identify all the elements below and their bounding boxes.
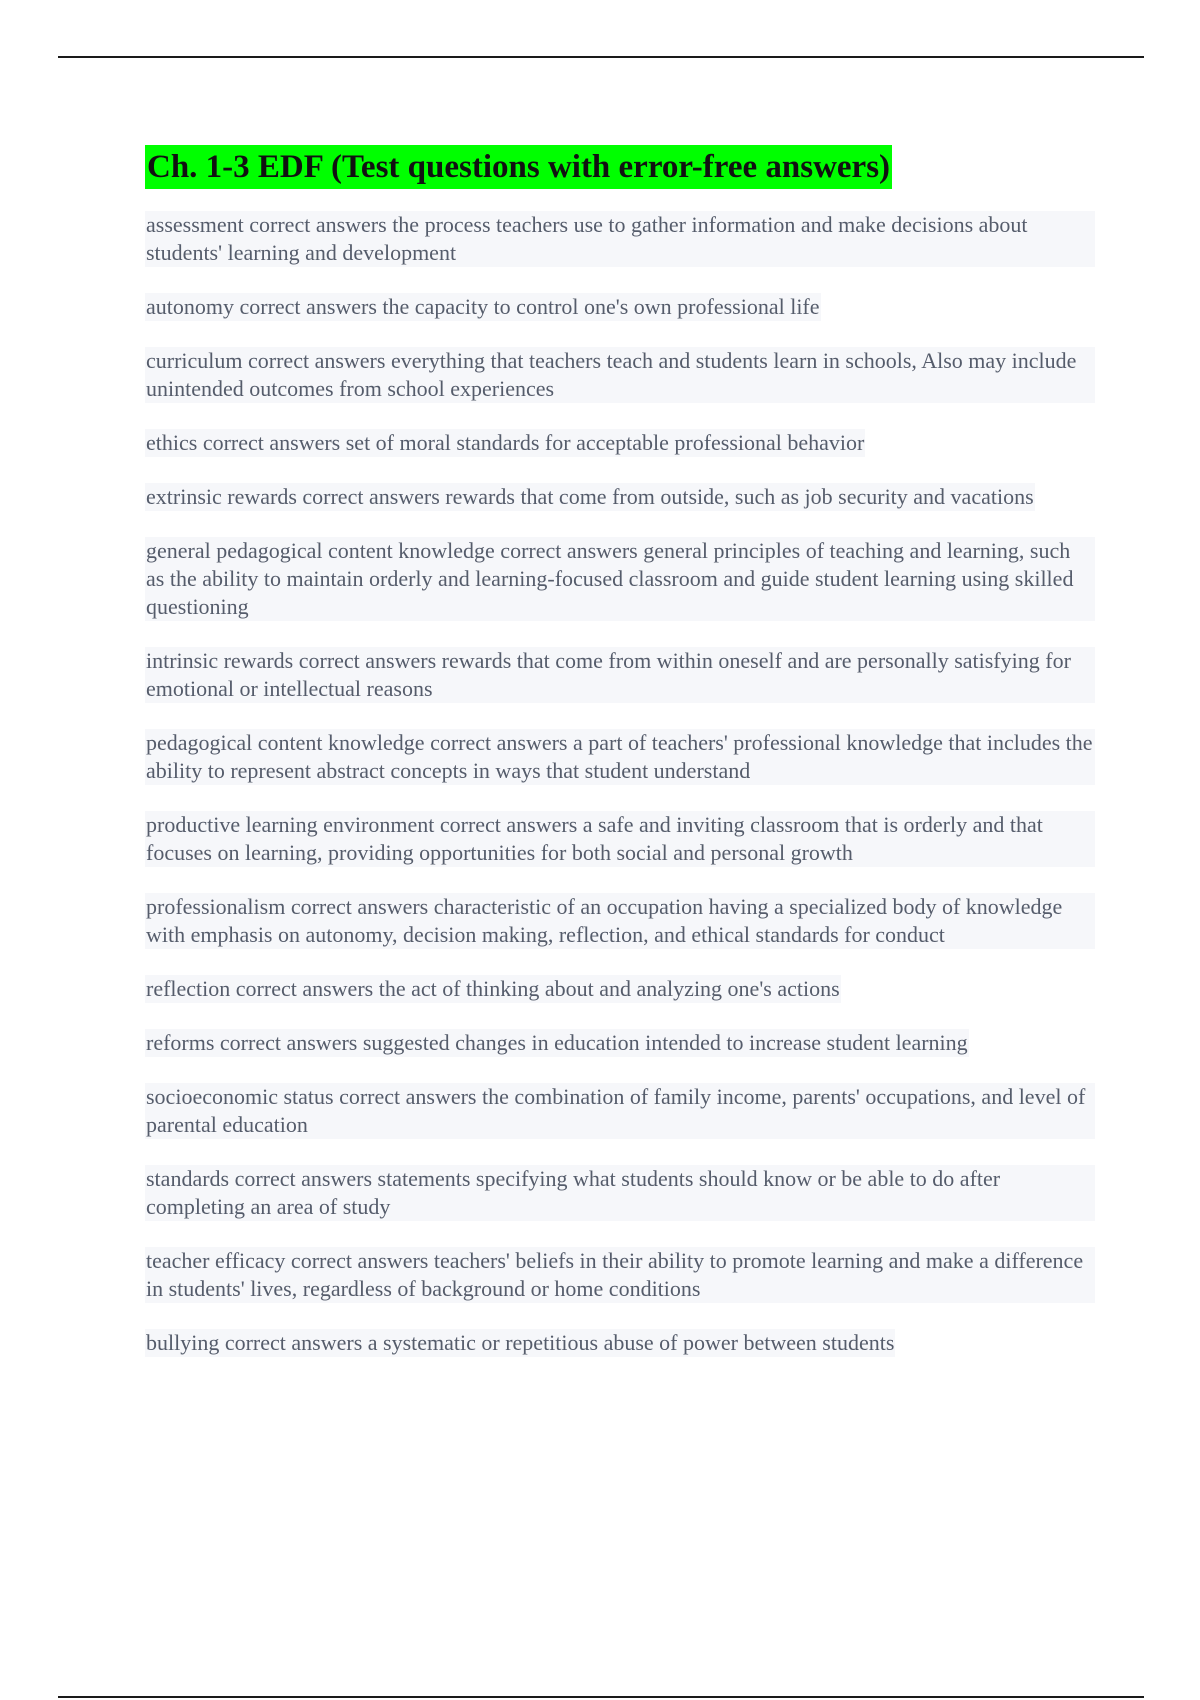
- top-rule: [58, 56, 1144, 58]
- entry-teacher-efficacy: teacher efficacy correct answers teachers' beliefs in their ability to promote learning and make a difference in students' lives, regardless of background or home conditions: [145, 1247, 1095, 1303]
- entry-reforms: reforms correct answers suggested changes in education intended to increase student learning: [146, 1030, 968, 1055]
- bottom-rule: [58, 1696, 1144, 1698]
- entry-pedagogical-content-knowledge: pedagogical content knowledge correct answers a part of teachers' professional knowledge that includes the ability to represent abstract concepts in ways that student understand: [145, 729, 1095, 785]
- entry-ethics: ethics correct answers set of moral standards for acceptable professional behavior: [146, 430, 865, 455]
- document-title: Ch. 1-3 EDF (Test questions with error-free answers): [145, 145, 892, 189]
- entry-bullying: bullying correct answers a systematic or repetitious abuse of power between students: [146, 1330, 895, 1355]
- entry-reflection: reflection correct answers the act of thinking about and analyzing one's actions: [146, 976, 840, 1001]
- entry-assessment: assessment correct answers the process teachers use to gather information and make decisions about students' learning and development: [145, 211, 1095, 267]
- entry-extrinsic-rewards: extrinsic rewards correct answers rewards that come from outside, such as job security and vacations: [146, 484, 1034, 509]
- entry-standards: standards correct answers statements specifying what students should know or be able to do after completing an area of study: [145, 1165, 1095, 1221]
- entry-general-pedagogical-content-knowledge: general pedagogical content knowledge correct answers general principles of teaching and learning, such as the ability to maintain orderly and learning-focused classroom and guide student learning using skilled questioning: [145, 537, 1095, 621]
- entry-productive-learning-environment: productive learning environment correct answers a safe and inviting classroom that is orderly and that focuses on learning, providing opportunities for both social and personal growth: [145, 811, 1095, 867]
- entry-intrinsic-rewards: intrinsic rewards correct answers rewards that come from within oneself and are personally satisfying for emotional or intellectual reasons: [145, 647, 1095, 703]
- document-body: [145, 145, 1095, 1383]
- entry-curriculum: curriculum correct answers everything that teachers teach and students learn in schools, Also may include unintended outcomes from school experiences: [145, 347, 1095, 403]
- entry-autonomy: autonomy correct answers the capacity to control one's own professional life: [146, 294, 820, 319]
- entry-socioeconomic-status: socioeconomic status correct answers the combination of family income, parents' occupations, and level of parental education: [145, 1083, 1095, 1139]
- entry-professionalism: professionalism correct answers characteristic of an occupation having a specialized body of knowledge with emphasis on autonomy, decision making, reflection, and ethical standards for conduct: [145, 893, 1095, 949]
- entry-list: [145, 211, 1095, 1357]
